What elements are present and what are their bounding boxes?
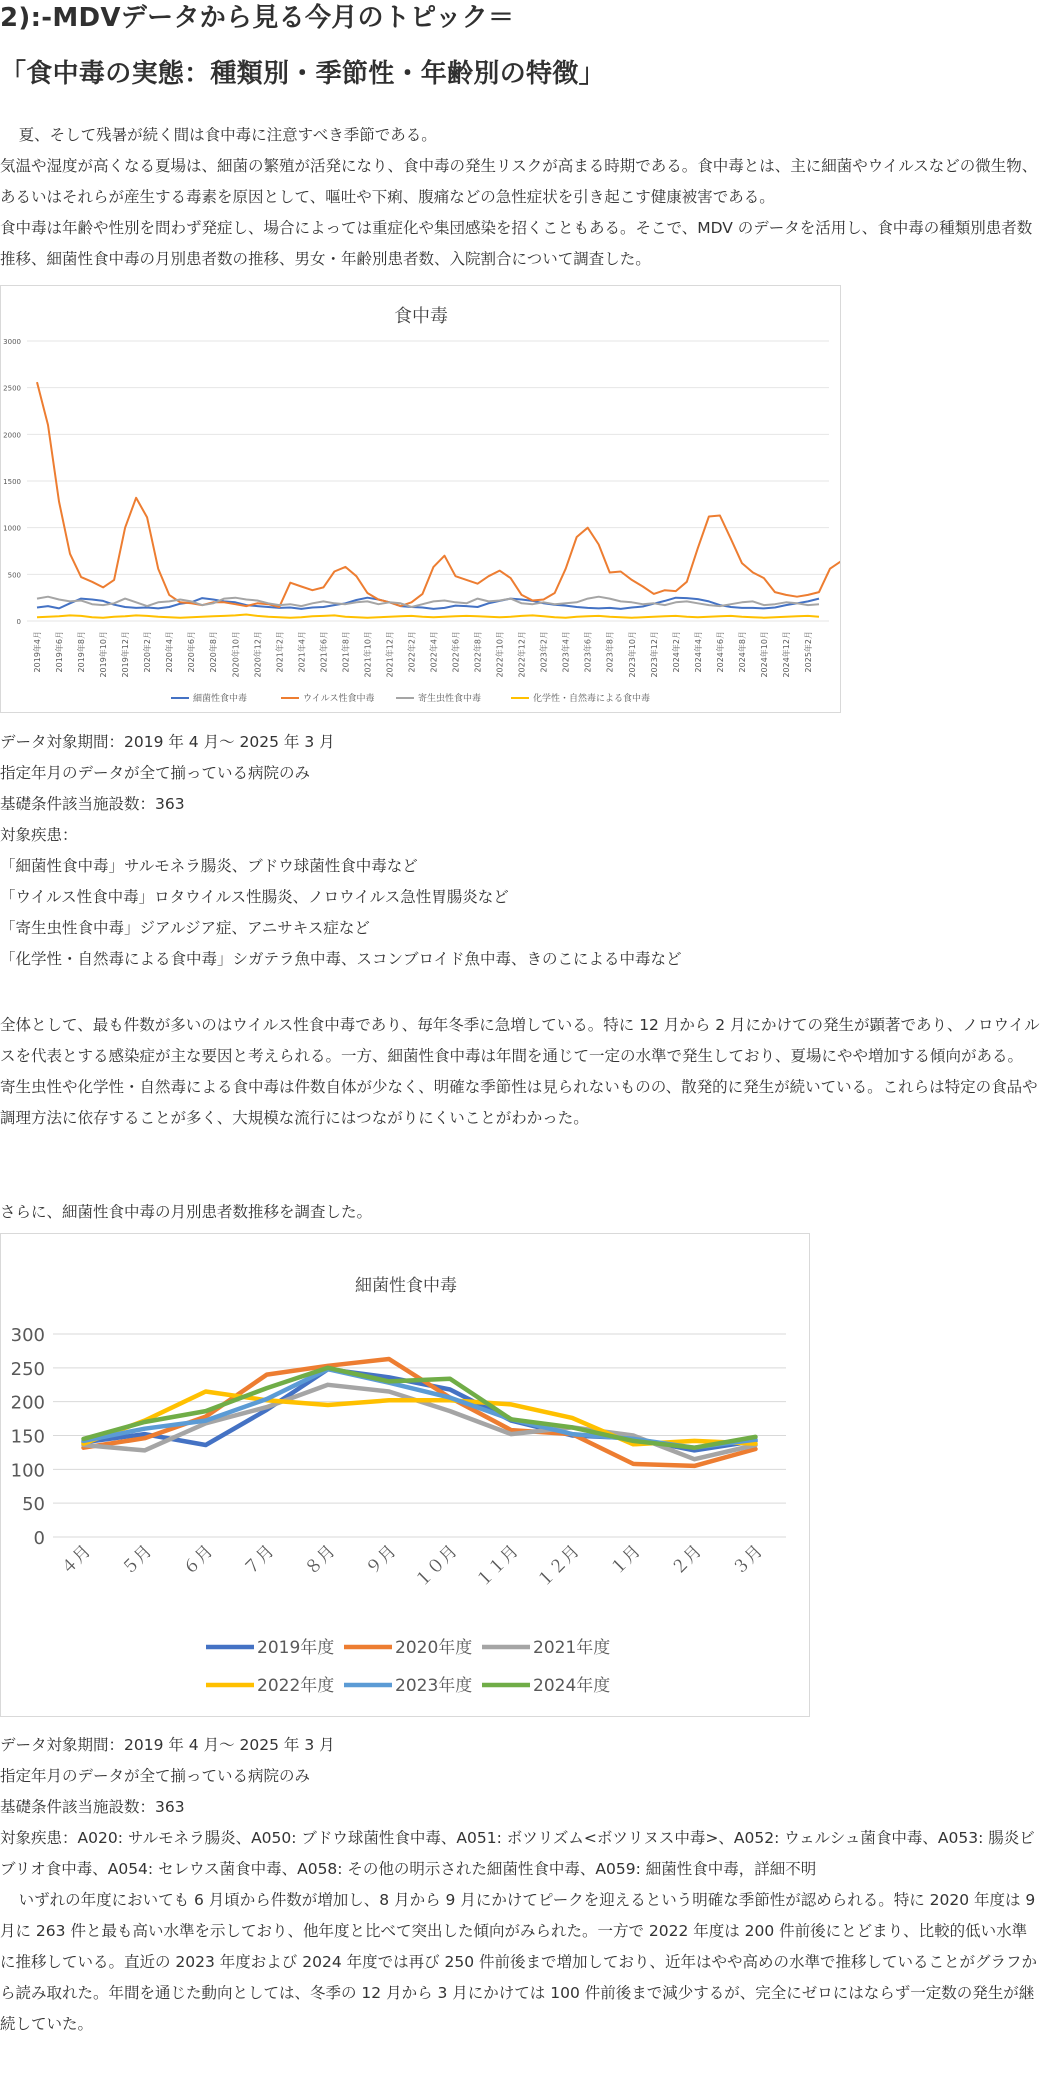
food-poisoning-chart-svg [1, 286, 840, 712]
heading-line-2: 「食中毒の実態：種類別・季節性・年齢別の特徴」 [0, 59, 605, 89]
x-tick-label: ６月 [179, 1541, 218, 1580]
x-tick-label: １１月 [472, 1541, 523, 1592]
x-tick-label: 2021年8月 [341, 631, 351, 673]
intro-section [0, 120, 1042, 275]
y-tick-label: 0 [33, 1528, 45, 1549]
x-tick-label: 2023年6月 [583, 631, 593, 673]
x-tick-label: 2025年2月 [803, 631, 813, 673]
x-tick-label: ５月 [117, 1541, 157, 1580]
x-tick-label: 2023年12月 [649, 631, 659, 678]
x-tick-label: 2024年10月 [759, 631, 769, 678]
y-tick-label: 3000 [3, 338, 21, 346]
x-tick-label: ７月 [240, 1541, 279, 1580]
chart-title: 細菌性食中毒 [355, 1276, 457, 1296]
x-tick-label: 2020年12月 [253, 631, 263, 678]
x-tick-label: 2019年4月 [33, 631, 42, 673]
note-line: 指定年月のデータが全て揃っている病院のみ [0, 764, 311, 782]
series-line [84, 1392, 756, 1445]
bacterial-chart-svg [1, 1234, 809, 1716]
bacterial-chart [0, 1233, 810, 1717]
x-tick-label: 2023年2月 [539, 631, 549, 673]
analysis-paragraph: 全体として、最も件数が多いのはウイルス性食中毒であり、毎年冬季に急増している。特に 12 月から 2 月にかけての発生が顕著であり、ノロウイルスを代表とする感染症が主な要因と考えられる。一方、細菌性食中毒は年間を通じて一定の水準で発生しており、夏場にやや増加する傾向がある。 [0, 1016, 1040, 1065]
notes-section-1 [0, 727, 1042, 975]
y-tick-label: 250 [10, 1358, 45, 1380]
analysis-paragraph: いずれの年度においても 6 月頃から件数が増加し、8 月から 9 月にかけてピークを迎えるという明確な季節性が認められる。特に 2020 年度は 9 月に 263 件と最も高い水準を示しており、他年度と比べて突出した傾向がみられた。一方で 2022 年度は 200 件前後にとどまり、比較的低い水準に推移している。直近の 2023 年度および 2024 年度では再び 250 件前後まで増加しており、近年はやや高めの水準で推移していることがグラフから読み取れた。年間を通じた動向としては、冬季の 12 月から 3 月にかけては 100 件前後まで減少するが、完全にゼロにはならず一定数の発生が継続していた。 [0, 1891, 1038, 2033]
x-tick-label: 2021年6月 [319, 631, 329, 673]
y-tick-label: 200 [10, 1392, 45, 1414]
x-tick-label: ４月 [56, 1541, 96, 1580]
y-tick-label: 1000 [3, 524, 21, 533]
x-tick-label: 2019年6月 [55, 631, 65, 673]
heading-line-1: 2):-MDVデータから見る今月のトピック＝ [0, 3, 515, 33]
x-tick-label: 2024年6月 [715, 631, 725, 673]
note-line: 「細菌性食中毒」サルモネラ腸炎、ブドウ球菌性食中毒など [0, 857, 418, 875]
chart-title: 食中毒 [394, 306, 448, 327]
x-tick-label: 2023年10月 [627, 631, 637, 678]
note-line: 基礎条件該当施設数：363 [0, 795, 185, 813]
series-line [37, 597, 819, 607]
x-tick-label: 2019年8月 [77, 631, 87, 673]
note-line: 対象疾患： [0, 826, 78, 844]
y-tick-label: 2500 [3, 384, 21, 393]
x-tick-label: 2023年8月 [605, 631, 615, 673]
note-line: 対象疾患：A020: サルモネラ腸炎、A050: ブドウ球菌性食中毒、A051: ボツリズム<ボツリヌス中毒>、A052: ウェルシュ菌食中毒、A053: 腸炎ビブリオ食中毒、A054: セレウス菌食中毒、A058: その他の明示された細菌性食中毒、A059: 細菌性食中毒，詳細不明 [0, 1829, 1035, 1878]
analysis-section-1 [0, 1010, 1042, 1134]
x-tick-label: 2022年8月 [473, 631, 483, 673]
x-tick-label: 2024年2月 [671, 631, 681, 673]
legend-label: 細菌性食中毒 [193, 694, 248, 704]
legend-label: 2024年度 [533, 1676, 611, 1696]
series-line [37, 615, 819, 618]
series-line [37, 382, 840, 607]
note-line: 「寄生虫性食中毒」ジアルジア症、アニサキス症など [0, 919, 370, 937]
legend-label: 化学性・自然毒による食中毒 [533, 694, 651, 704]
y-tick-label: 100 [10, 1460, 45, 1482]
analysis-section-2 [0, 1885, 1042, 2040]
intro-paragraph: 夏、そして残暑が続く間は食中毒に注意すべき季節である。 [18, 126, 437, 144]
y-tick-label: 1500 [3, 478, 21, 486]
y-tick-label: 300 [10, 1325, 45, 1346]
intro-paragraph: 気温や湿度が高くなる夏場は、細菌の繁殖が活発になり、食中毒の発生リスクが高まる時期である。食中毒とは、主に細菌やウイルスなどの微生物、あるいはそれらが産生する毒素を原因として、嘔吐や下痢、腹痛などの急性症状を引き起こす健康被害である。 [0, 157, 1038, 206]
intro-paragraph: 食中毒は年齢や性別を問わず発症し、場合によっては重症化や集団感染を招くこともある。そこで、MDV のデータを活用し、食中毒の種類別患者数推移、細菌性食中毒の月別患者数の推移、男女・年齢別患者数、入院割合について調査した。 [0, 219, 1033, 268]
x-tick-label: 2021年10月 [363, 631, 373, 678]
x-tick-label: 2020年6月 [187, 631, 197, 673]
food-poisoning-chart [0, 285, 841, 713]
y-tick-label: 2000 [3, 431, 21, 440]
x-tick-label: ８月 [301, 1541, 340, 1580]
x-tick-label: ９月 [362, 1541, 401, 1580]
note-line: データ対象期間：2019 年 4 月～ 2025 年 3 月 [0, 1736, 335, 1754]
x-tick-label: 2020年10月 [231, 631, 241, 678]
x-tick-label: 2020年2月 [143, 631, 153, 673]
x-tick-label: 2022年4月 [429, 631, 439, 673]
x-tick-label: 2024年12月 [781, 631, 791, 678]
note-line: 「ウイルス性食中毒」ロタウイルス性腸炎、ノロウイルス急性胃腸炎など [0, 888, 509, 906]
legend-label: 2019年度 [257, 1638, 335, 1658]
legend-label: 2020年度 [395, 1638, 473, 1658]
x-tick-label: 2020年4月 [165, 631, 175, 673]
legend-label: 2022年度 [257, 1676, 335, 1696]
x-tick-label: 2022年2月 [407, 631, 417, 673]
x-tick-label: ３月 [728, 1541, 767, 1580]
x-tick-label: 2021年12月 [385, 631, 395, 678]
x-tick-label: 2024年4月 [693, 631, 703, 673]
x-tick-label: 2022年6月 [451, 631, 461, 673]
x-tick-label: 2022年12月 [517, 631, 527, 678]
x-tick-label: 2023年4月 [561, 631, 571, 673]
y-tick-label: 500 [7, 571, 21, 580]
series-line [84, 1359, 756, 1466]
note-line: データ対象期間：2019 年 4 月～ 2025 年 3 月 [0, 733, 335, 751]
legend-label: 2023年度 [395, 1676, 473, 1696]
x-tick-label: １０月 [411, 1541, 462, 1592]
x-tick-label: 2020年8月 [209, 631, 219, 673]
x-tick-label: １月 [606, 1541, 645, 1580]
x-tick-label: 2019年12月 [121, 631, 131, 678]
analysis-paragraph: 寄生虫性や化学性・自然毒による食中毒は件数自体が少なく、明確な季節性は見られないものの、散発的に発生が続いている。これらは特定の食品や調理方法に依存することが多く、大規模な流行にはつながりにくいことがわかった。 [0, 1078, 1038, 1127]
x-tick-label: 2021年2月 [275, 631, 285, 673]
x-tick-label: 2022年10月 [495, 631, 505, 678]
note-line: 「化学性・自然毒による食中毒」シガテラ魚中毒、スコンブロイド魚中毒、きのこによる中毒など [0, 950, 682, 968]
y-tick-label: 0 [16, 618, 21, 626]
notes-section-2 [0, 1730, 1042, 1885]
y-tick-label: 50 [22, 1494, 45, 1516]
note-line: 指定年月のデータが全て揃っている病院のみ [0, 1767, 311, 1785]
x-tick-label: １２月 [533, 1541, 584, 1592]
note-line: 基礎条件該当施設数：363 [0, 1798, 185, 1816]
x-tick-label: 2024年8月 [737, 631, 747, 673]
x-tick-label: 2021年4月 [297, 631, 307, 673]
x-tick-label: ２月 [667, 1541, 706, 1580]
y-tick-label: 150 [10, 1426, 45, 1448]
x-tick-label: 2019年10月 [99, 631, 109, 678]
legend-label: ウイルス性食中毒 [303, 694, 375, 704]
chart2-lead: さらに、細菌性食中毒の月別患者数推移を調査した。 [0, 1203, 373, 1221]
legend-label: 寄生虫性食中毒 [418, 694, 482, 704]
legend-label: 2021年度 [533, 1638, 611, 1658]
